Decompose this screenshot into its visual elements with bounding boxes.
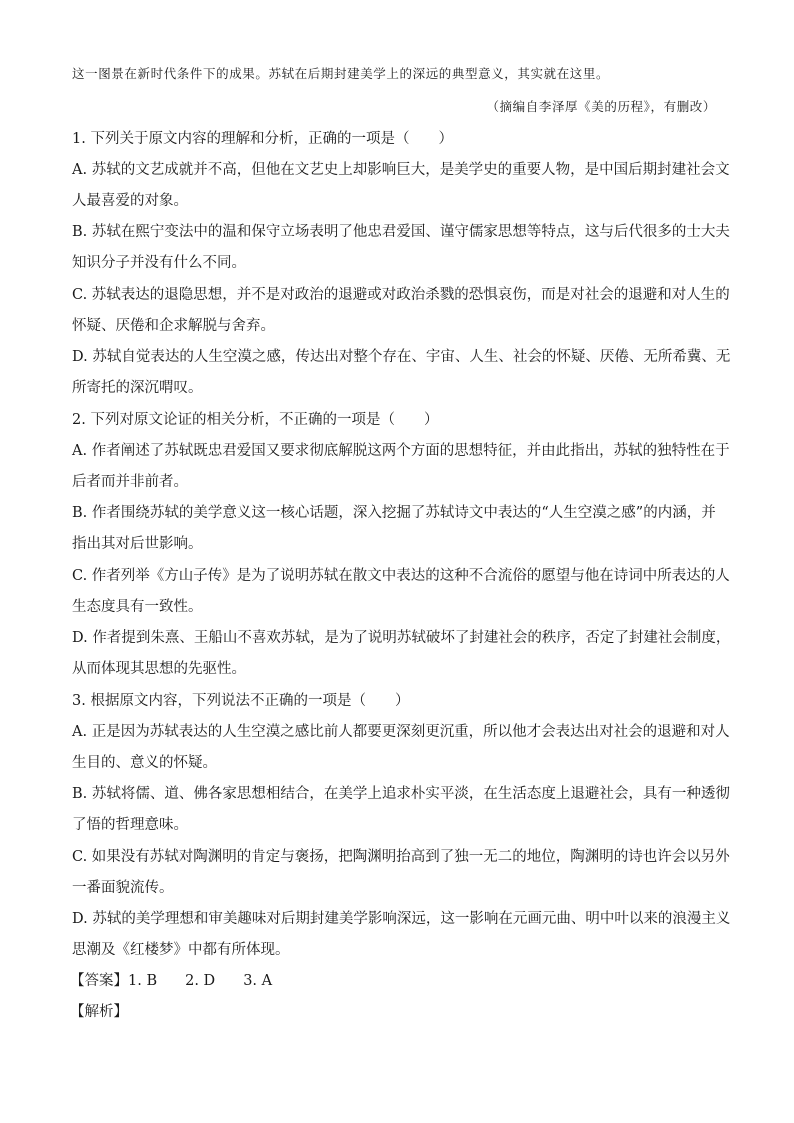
q2-option-b-line2: 指出其对后世影响。: [72, 536, 203, 552]
q1-option-a-line2: 人最喜爱的对象。: [72, 193, 188, 209]
q1-option-a-line1: A. 苏轼的文艺成就并不高，但他在文艺史上却影响巨大，是美学史的重要人物，是中国后期封建社会文: [72, 162, 730, 178]
answer-2: 2. D: [185, 973, 216, 989]
q3-option-b-line2: 了悟的哲理意味。: [72, 817, 188, 833]
analysis-tag: 【解析】: [70, 1004, 128, 1020]
q1-option-c-line2: 怀疑、厌倦和企求解脱与舍弃。: [72, 318, 275, 334]
q1-option-c-line1: C. 苏轼表达的退隐思想，并不是对政治的退避或对政治杀戮的恐惧哀伤，而是对社会的退避和对人生的: [72, 287, 730, 303]
answer-1: 1. B: [128, 973, 158, 989]
q1-option-d-line2: 所寄托的深沉喟叹。: [72, 380, 203, 396]
q2-option-c-line2: 生态度具有一致性。: [72, 599, 203, 615]
answer-tag: 【答案】: [70, 973, 128, 989]
q1-option-b-line1: B. 苏轼在熙宁变法中的温和保守立场表明了他忠君爱国、谨守儒家思想等特点，这与后代很多的士大夫: [72, 224, 730, 240]
q2-option-c-line1: C. 作者列举《方山子传》是为了说明苏轼在散文中表达的这种不合流俗的愿望与他在诗词中所表达的人: [72, 568, 730, 584]
q2-option-d-line1: D. 作者提到朱熹、王船山不喜欢苏轼，是为了说明苏轼破坏了封建社会的秩序，否定了封建社会制度，: [72, 630, 731, 646]
q3-option-c-line1: C. 如果没有苏轼对陶渊明的肯定与褒扬，把陶渊明抬高到了独一无二的地位，陶渊明的诗也许会以另外: [72, 849, 730, 865]
q3-option-c-line2: 一番面貌流传。: [72, 880, 174, 896]
question-2-stem: 2. 下列对原文论证的相关分析，不正确的一项是（ ）: [72, 412, 439, 428]
q3-option-d-line1: D. 苏轼的美学理想和审美趣味对后期封建美学影响深远，这一影响在元画元曲、明中叶以来的浪漫主义: [72, 911, 731, 927]
source-citation: （摘编自李泽厚《美的历程》，有删改）: [486, 99, 716, 114]
q2-option-a-line1: A. 作者阐述了苏轼既忠君爱国又要求彻底解脱这两个方面的思想特征，并由此指出，苏轼的独特性在于: [72, 443, 730, 459]
q3-option-b-line1: B. 苏轼将儒、道、佛各家思想相结合，在美学上追求朴实平淡，在生活态度上退避社会，具有一种透彻: [72, 786, 730, 802]
q2-option-a-line2: 后者而并非前者。: [72, 474, 188, 490]
question-3-stem: 3. 根据原文内容，下列说法不正确的一项是（ ）: [72, 693, 410, 709]
q3-option-d-line2: 思潮及《红楼梦》中都有所体现。: [72, 942, 290, 958]
q3-option-a-line1: A. 正是因为苏轼表达的人生空漠之感比前人都要更深刻更沉重，所以他才会表达出对社会的退避和对人: [72, 724, 730, 740]
question-1-stem: 1. 下列关于原文内容的理解和分析，正确的一项是（ ）: [72, 131, 453, 147]
q1-option-b-line2: 知识分子并没有什么不同。: [72, 255, 246, 271]
q1-option-d-line1: D. 苏轼自觉表达的人生空漠之感，传达出对整个存在、宇宙、人生、社会的怀疑、厌倦、无所希冀、无: [72, 349, 731, 365]
q3-option-a-line2: 生目的、意义的怀疑。: [72, 755, 217, 771]
q2-option-d-line2: 从而体现其思想的先驱性。: [72, 661, 246, 677]
intro-line: 这一图景在新时代条件下的成果。苏轼在后期封建美学上的深远的典型意义，其实就在这里。: [72, 66, 610, 81]
q2-option-b-line1: B. 作者围绕苏轼的美学意义这一核心话题，深入挖掘了苏轼诗文中表达的“人生空漠之感”的内涵，并: [72, 505, 716, 521]
answer-row: [70, 971, 272, 991]
answer-3: 3. A: [243, 973, 273, 989]
